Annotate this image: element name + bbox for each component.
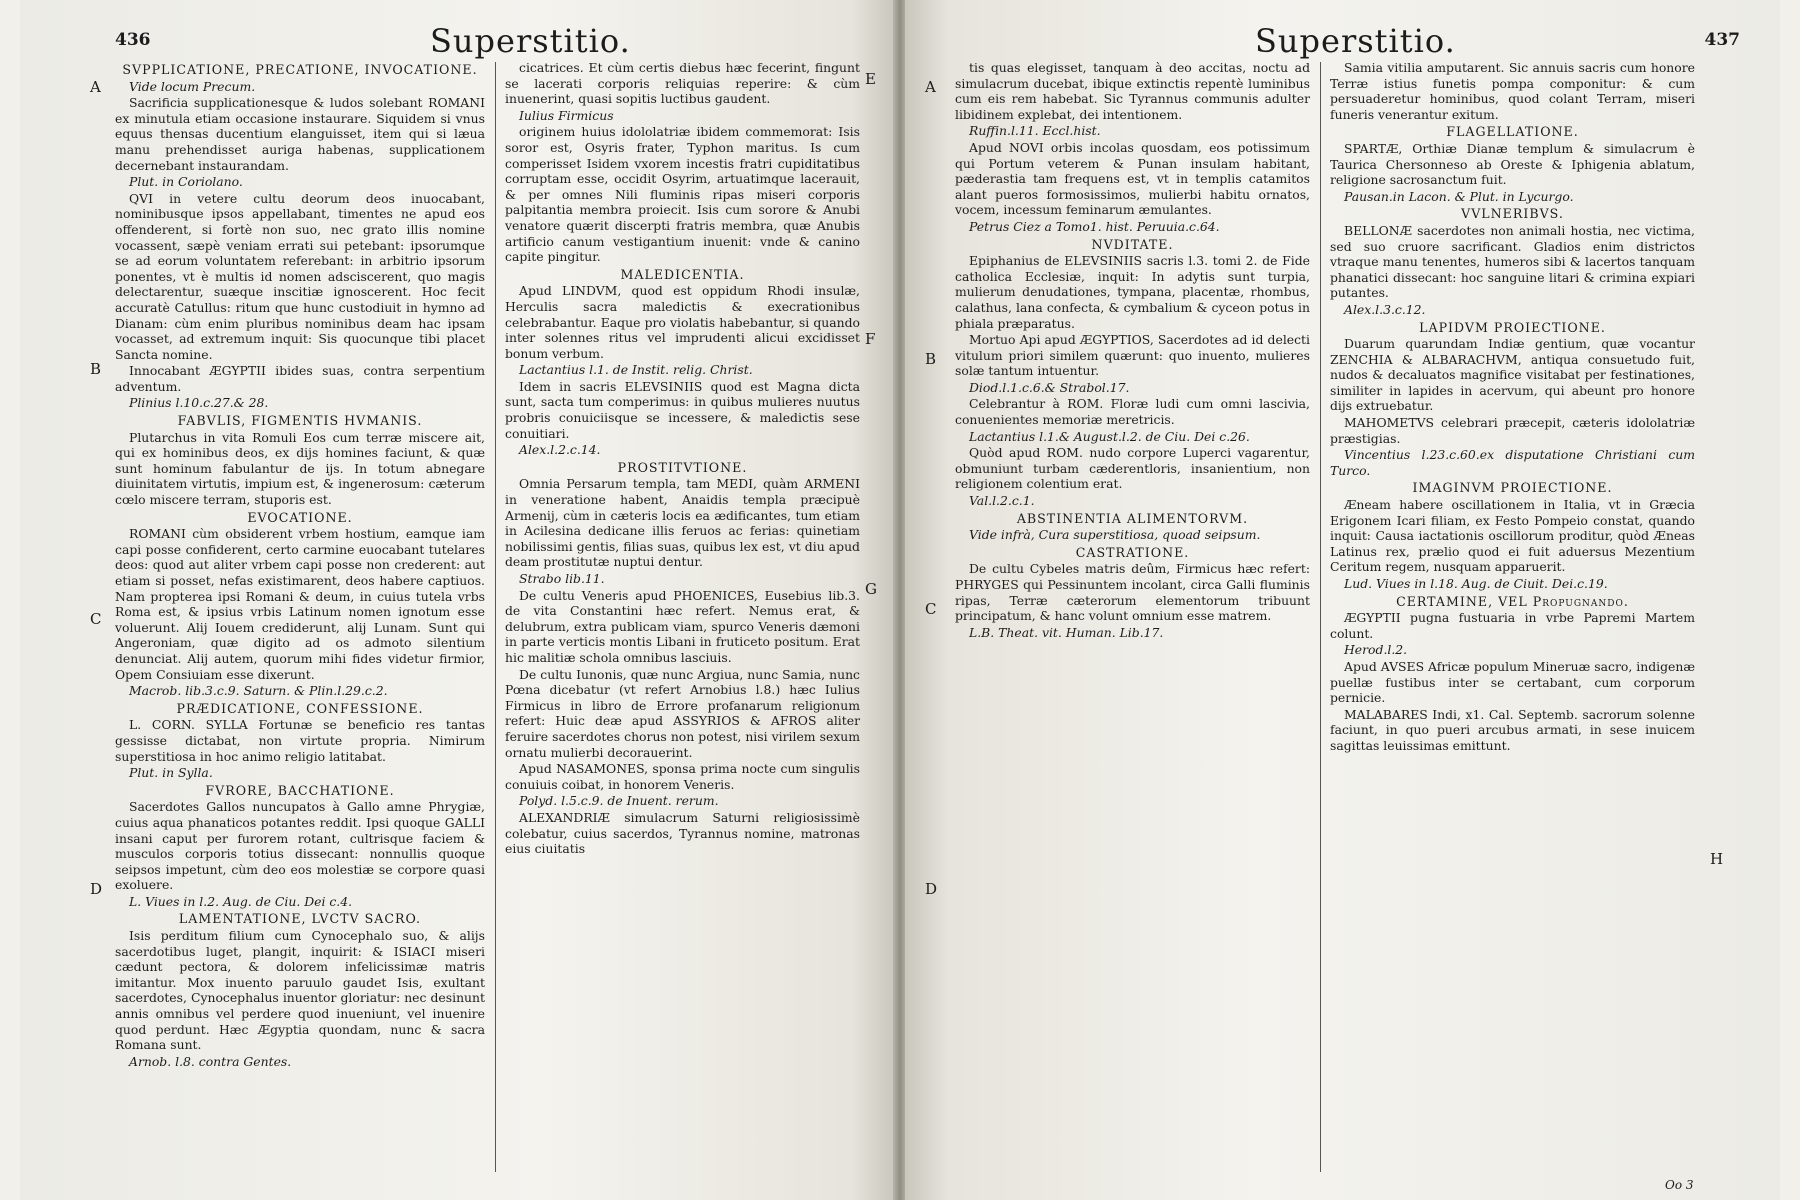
paragraph: Apud NASAMONES, sponsa prima nocte cum singulis conuiuis coibat, in honorem Veneris. [505,761,860,792]
section-heading: FABVLIS, FIGMENTIS HVMANIS. [177,413,423,429]
citation: Iulius Firmicus [519,107,614,123]
citation: Val.l.2.c.1. [969,493,1035,509]
paragraph: De cultu Iunonis, quæ nunc Argiua, nunc Samia, nunc Pœna dicebatur (vt refert Arnobius l.8.) hæc Iulius Firmicus in libro de Errore profanarum religionum refert: Huic deæ apud ASSYRIOS & AFROS aliter feruire sacerdotes chorus non potest, nisi virilem sexum ornatu mulierbi decorauerint. [505,666,860,760]
citation: Plut. in Sylla. [129,765,213,781]
page-number: 437 [1704,30,1740,50]
citation: Vide infrà, Cura superstitiosa, quoad seipsum. [969,527,1261,543]
margin-letter: C [925,600,937,618]
section-heading: SVPPLICATIONE, PRECATIONE, INVOCATIONE. [122,62,478,77]
paragraph: QVI in vetere cultu deorum deos inuocabant, nominibusque ipsos appellabant, timentes ne apud eos offenderent, si fortè non suo, nec grato illis nomine vocassent, sæpè veniam errati sui petebant: ipsorumque se ad eorum voluntatem referebant: in arbitrio ipsorum ponentes, vt è multis id nomen adsciscerent, quo magis delectarentur, suæque inscitiæ ignoscerent. Hoc fecit accuratè Catullus: ritum que hunc custodiuit in hymno ad Dianam: cùm enim pluribus nominibus deam hac ipsam vocasset, ad extremum inquit: Sis quocunque tibi placet Sancta nomine. [115,190,485,362]
paragraph: Epiphanius de ELEVSINIIS sacris l.3. tomi 2. de Fide catholica Ecclesiæ, inquit: In adytis sunt turpia, mulierum denudationes, tympana, placentæ, rhombus, calathus, lana confecta, & cymbalium & cyceon potus in phiala præparatus. [955,253,1310,331]
signature-mark: Oo 3 [1665,1178,1694,1192]
paragraph: Samia vitilia amputarent. Sic annuis sacris cum honore Terræ istius funetis pompa componitur: & cum persuaderetur hominibus, quod colant Terram, miseri funeris venerantur exitum. [1330,60,1695,122]
paragraph: Æneam habere oscillationem in Italia, vt in Græcia Erigonem Icari filiam, ex Festo Pompeio constat, quando inquit: Causa iactationis oscillorum proditur, quòd Æneas Latinus rex, prælio quod ei fuit aduersus Mezentium Ceritum regem, nusquam apparuerit. [1330,497,1695,575]
citation: Herod.l.2. [1344,642,1408,658]
paragraph: cicatrices. Et cùm certis diebus hæc fecerint, fingunt se lacerati corporis reliquias reperire: & cùm inuenerint, quasi sopitis luctibus gaudent. [505,60,860,107]
citation: Plinius l.10.c.27.& 28. [129,395,269,411]
section-heading: CASTRATIONE. [1075,544,1190,560]
paragraph: Apud AVSES Africæ populum Mineruæ sacro, indigenæ puellæ fustibus inter se certabant, cum corporum pernicie. [1330,658,1695,706]
citation: L. Viues in l.2. Aug. de Ciu. Dei c.4. [129,893,353,909]
margin-letter: B [925,350,937,368]
paragraph: L. CORN. SYLLA Fortunæ se beneficio res tantas gessisse dictabat, non virtute propria. Nimirum superstitiosa in hoc animo religio latitabat. [115,717,485,764]
section-heading: LAPIDVM PROIECTIONE. [1419,319,1606,335]
paragraph: Isis perditum filium cum Cynocephalo suo, & alijs sacerdotibus luget, plangit, inquirit: & ISIACI miseri cædunt pectora, & dolorem infelicissimæ matris imitantur. Mox inuento paruulo gaudet Isis, exultant sacerdotes, Cynocephalus inuentor gloriatur: nec desinunt annis omnibus vel perdere quod inueniunt, vel inuenire quod perdunt. Hæc Ægyptia quondam, nunc & sacra Romana sunt. [115,928,485,1053]
paragraph: Sacrificia supplicationesque & ludos solebant ROMANI ex minutula etiam occasione instaurare. Siquidem si vnus equus thensas ducentium elanguisset, item qui si læua manu prehendisset auriga habenas, supplicationem decernebant instaurandam. [115,95,485,173]
margin-letter: C [90,610,102,628]
paragraph: Quòd apud ROM. nudo corpore Luperci vagarentur, obmuniunt turbam cæderentloris, insanientium, non religionem colentium erat. [955,445,1310,492]
citation: Ruffin.l.11. Eccl.hist. [969,123,1101,139]
section-heading: VVLNERIBVS. [1461,206,1564,222]
citation: Lud. Viues in l.18. Aug. de Ciuit. Dei.c.19. [1344,576,1608,591]
citation: Petrus Ciez a Tomo1. hist. Peruuia.c.64. [969,218,1220,234]
paragraph: Plutarchus in vita Romuli Eos cum terræ miscere ait, qui ex hominibus deos, ex dijs homines faciunt, & quæ sunt hominum fabulantur de ijs. In totum abnegare diuinitatem virtutis, impium est, & ingenerosum: cæterum cœlo miscere terram, stuporis est. [115,429,485,508]
section-heading: FLAGELLATIONE. [1446,124,1579,140]
citation: Plut. in Coriolano. [129,174,243,190]
paragraph: Mortuo Api apud ÆGYPTIOS, Sacerdotes ad id delecti vitulum priori similem quærunt: quo inuento, mulieres solæ tantum intuentur. [955,332,1310,379]
section-heading: IMAGINVM PROIECTIONE. [1412,480,1613,496]
section-heading: FVRORE, BACCHATIONE. [205,782,395,798]
right-page [865,0,1780,1200]
right-column-2 [1330,60,1695,1180]
margin-letter: G [865,580,877,598]
paragraph: Duarum quarundam Indiæ gentium, quæ vocantur ZENCHIA & ALBARACHVM, antiqua consuetudo fuit, nudos & decaluatos magnifice visitabat per festinationes, similiter in lapides in acervum, qui abeunt pro honore dijs extruebatur. [1330,336,1695,414]
paragraph: Omnia Persarum templa, tam MEDI, quàm ARMENI in veneratione habent, Anaidis templa præcipuè Armenij, cùm in cæteris locis ea ædificantes, tum etiam in Acilesina dedicane illis feruos ac ferias: quinetiam nobilissimi gentis, filias suas, quibus lex est, vt diu apud deam prostitutæ nuptui dentur. [505,476,860,570]
citation: Alex.l.2.c.14. [519,442,601,458]
right-column-1 [955,60,1310,1180]
paragraph: Apud LINDVM, quod est oppidum Rhodi insulæ, Herculis sacra maledictis & execrationibus celebrabantur. Eaque pro violatis habebantur, si quando inter solennes ritus vel imprudenti alicui excidisset bonum verbum. [505,283,860,361]
section-heading: NVDITATE. [1091,236,1174,252]
margin-letter: H [1710,850,1724,868]
citation: Polyd. l.5.c.9. de Inuent. rerum. [519,793,719,809]
paragraph: ALEXANDRIÆ simulacrum Saturni religiosissimè colebatur, cuius sacerdos, Tyrannus nomine, matronas eius ciuitatis [505,809,860,857]
citation: Vincentius l.23.c.60.ex disputatione Christiani cum Turco. [1330,447,1695,478]
citation: Alex.l.3.c.12. [1344,301,1426,317]
paragraph: De cultu Cybeles matris deûm, Firmicus hæc refert: PHRYGES qui Pessinuntem incolant, circa Galli fluminis ripas, Terræ cæterorum elementorum tribuunt principatum, & hanc volunt omnium esse matrem. [955,561,1310,624]
paragraph: BELLONÆ sacerdotes non animali hostia, nec victima, sed suo cruore sacrificant. Gladios enim districtos vtraque manu tenentes, humeros sibi & lacertos tanquam phanatici dissecant: hoc sanguine litari & crimina expiari putantes. [1330,222,1695,301]
citation: Strabo lib.11. [519,571,605,586]
left-column-1 [115,60,485,1180]
citation: Lactantius l.1.& August.l.2. de Ciu. Dei c.26. [969,428,1250,444]
paragraph: Sacerdotes Gallos nuncupatos à Gallo amne Phrygiæ, cuius aqua phanaticos potantes reddit. Ipsi quoque GALLI insani caput per furorem rotant, cultrisque faciem & musculos corporis totius dissecant: nonnullis quoque seipsos impetunt, cùm deo eos molestiæ se corpore quasi exoluere. [115,799,485,893]
margin-letter: A [925,78,936,96]
paragraph: tis quas elegisset, tanquam à deo accitas, noctu ad simulacrum ducebat, ibique extinctis repentè luminibus cum eis rem habebat. Sic Tyrannus communis adulter libidinem explebat, dei intentionem. [955,60,1310,122]
section-heading: PROSTITVTIONE. [617,459,748,475]
page-number: 436 [115,30,151,50]
margin-letter: D [90,880,103,898]
section-heading: EVOCATIONE. [247,509,353,525]
margin-letter: B [90,360,102,378]
paragraph: Innocabant ÆGYPTII ibides suas, contra serpentium adventum. [115,363,485,394]
section-heading: MALEDICENTIA. [620,266,745,282]
paragraph: Apud NOVI orbis incolas quosdam, eos potissimum qui Portum veterem & Punan insulam habitant, pæderastia tam frequens est, vt in templis catamitos alant pueros formosissimos, mulierbi habitu ornatos, vocem, incessum feminarum æmulantes. [955,139,1310,218]
paragraph: MALABARES Indi, x1. Cal. Septemb. sacrorum solenne faciunt, in quo pueri arcubus armati, in sese inuicem sagittas leuissimas emittunt. [1330,706,1695,753]
paragraph: originem huius idololatriæ ibidem commemorat: Isis soror est, Osyris frater, Typhon maritus. Is cum comperisset Isidem vxorem incestis fratri cupiditatibus corruptam esse, occidit Osyrim, artuatimque lacerauit, & per omnes Nili fluminis ripas miseri corporis palpitantia membra proiecit. Isis cum sorore & Anubi venatore quærit discerpti fratris membra, quæ Anubis artificio canum vestigantium inuenit: vnde & canino capite pingitur. [505,124,860,265]
paragraph: De cultu Veneris apud PHOENICES, Eusebius lib.3. de vita Constantini hæc refert. Nemus erat, & delubrum, extra publicam viam, spurco Veneris dæmoni in parte verticis montis Libani in fruticeto positum. Erat hic malitiæ schola omnibus lasciuis. [505,587,860,665]
paragraph: ÆGYPTII pugna fustuaria in vrbe Papremi Martem colunt. [1330,610,1695,641]
citation: L.B. Theat. vit. Human. Lib.17. [969,624,1164,640]
section-heading: ABSTINENTIA ALIMENTORVM. [1016,510,1249,526]
section-heading: PRÆDICATIONE, CONFESSIONE. [176,700,424,716]
margin-letter: E [865,70,876,88]
left-page [20,0,895,1200]
section-heading: LAMENTATIONE, LVCTV SACRO. [178,911,422,927]
citation: Diod.l.1.c.6.& Strabol.17. [969,379,1130,395]
margin-letter: D [925,880,938,898]
paragraph: MAHOMETVS celebrari præcepit, cæteris idololatriæ præstigias. [1330,415,1695,446]
left-column-2 [505,60,860,1180]
citation: Lactantius l.1. de Instit. relig. Christ. [519,362,753,378]
column-rule [495,62,496,1172]
margin-letter: A [90,78,101,96]
running-head: Superstitio. [1255,22,1456,60]
running-head: Superstitio. [430,22,631,60]
citation: Vide locum Precum. [129,78,256,94]
citation: Macrob. lib.3.c.9. Saturn. & Plin.l.29.c.2. [129,683,388,699]
margin-letter: F [865,330,876,348]
paragraph: Celebrantur à ROM. Floræ ludi cum omni lascivia, conuenientes memoriæ meretricis. [955,396,1310,428]
column-rule [1320,62,1321,1172]
section-heading: CERTAMINE, VEL Propugnando. [1396,593,1629,609]
paragraph: ROMANI cùm obsiderent vrbem hostium, eamque iam capi posse confiderent, certo carmine euocabant tutelares deos: quod aut aliter vrbem capi posse non crederent: aut etiam si posset, nefas existimarent, deos habere captiuos. Nam propterea ipsi Romani & deum, in cuius tutela vrbs Roma est, & ipsius vrbis Latinum nomen ignotum esse voluerunt. Alij Iouem crediderunt, alij Lunam. Sunt qui Angeroniam, quæ digito ad os admoto silentium denunciat. Alij autem, quorum mihi fides videtur firmior, Opem Consiuiam esse dixerunt. [115,526,485,682]
paragraph: SPARTÆ, Orthiæ Dianæ templum & simulacrum è Taurica Chersonneso ab Oreste & Iphigenia ablatum, religione sacrosanctum fuit. [1330,140,1695,188]
citation: Arnob. l.8. contra Gentes. [129,1053,292,1069]
paragraph: Idem in sacris ELEVSINIIS quod est Magna dicta sunt, sacta tum comperimus: in quibus mulieres nuutus probris conuiciisque se incessere, & maledictis sese conuitiari. [505,378,860,441]
citation: Pausan.in Lacon. & Plut. in Lycurgo. [1344,188,1574,204]
